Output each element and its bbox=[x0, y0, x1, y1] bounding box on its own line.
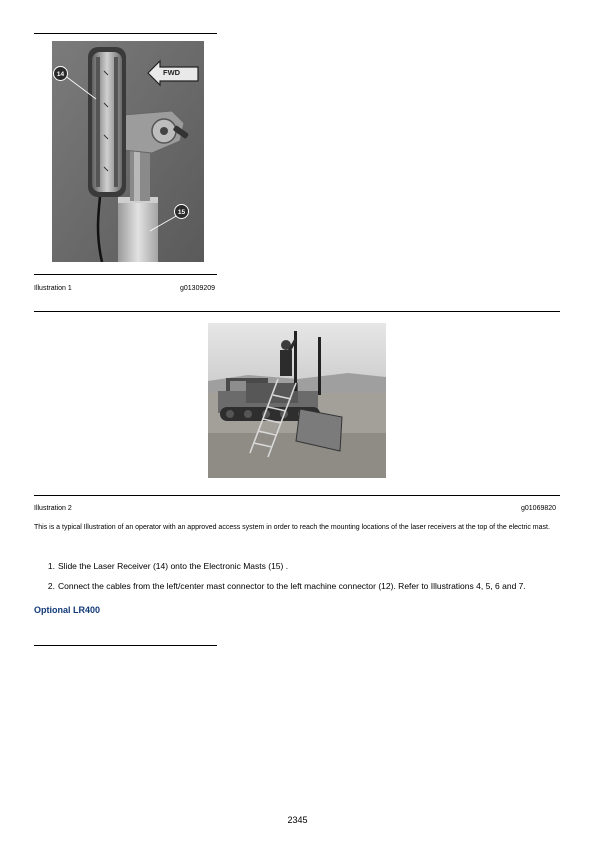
figure2-description: This is a typical Illustration of an operator with an approved access system in order to reach the mounting locations of the laser receivers at the top of the electric mast. bbox=[34, 524, 550, 531]
forward-direction-label: FWD bbox=[163, 68, 181, 77]
page-number: 2345 bbox=[287, 815, 308, 825]
procedure-step bbox=[34, 561, 564, 572]
procedure-step bbox=[34, 581, 564, 592]
callout-electronic-mast: 15 bbox=[174, 204, 189, 219]
section-heading: Optional LR400 bbox=[34, 605, 101, 615]
laser-receiver-mast-image bbox=[52, 41, 204, 262]
step-text: Slide the Laser Receiver (14) onto the Electronic Masts (15) . bbox=[58, 561, 289, 571]
procedure-steps bbox=[34, 561, 564, 601]
figure1-photo bbox=[52, 41, 204, 262]
figure1-top-rule bbox=[34, 33, 217, 34]
callout-laser-receiver: 14 bbox=[53, 66, 68, 81]
dozer-operator-image bbox=[208, 323, 386, 478]
figure2-top-rule bbox=[34, 311, 560, 312]
figure2-photo bbox=[208, 323, 386, 478]
figure2-caption-rule bbox=[34, 495, 560, 496]
figure2-caption-label: Illustration 2 bbox=[34, 505, 72, 512]
figure1-caption-rule bbox=[34, 274, 217, 275]
figure1-caption-code: g01309209 bbox=[180, 285, 216, 292]
step-number: 2. bbox=[47, 581, 55, 591]
section-rule bbox=[34, 645, 217, 646]
step-number: 1. bbox=[47, 561, 55, 571]
figure1-caption-label: Illustration 1 bbox=[34, 285, 72, 292]
step-text: Connect the cables from the left/center mast connector to the left machine connector (12). Refer to Illustrations 4, 5, 6 and 7. bbox=[58, 581, 526, 591]
figure2-caption-code: g01069820 bbox=[521, 505, 557, 512]
